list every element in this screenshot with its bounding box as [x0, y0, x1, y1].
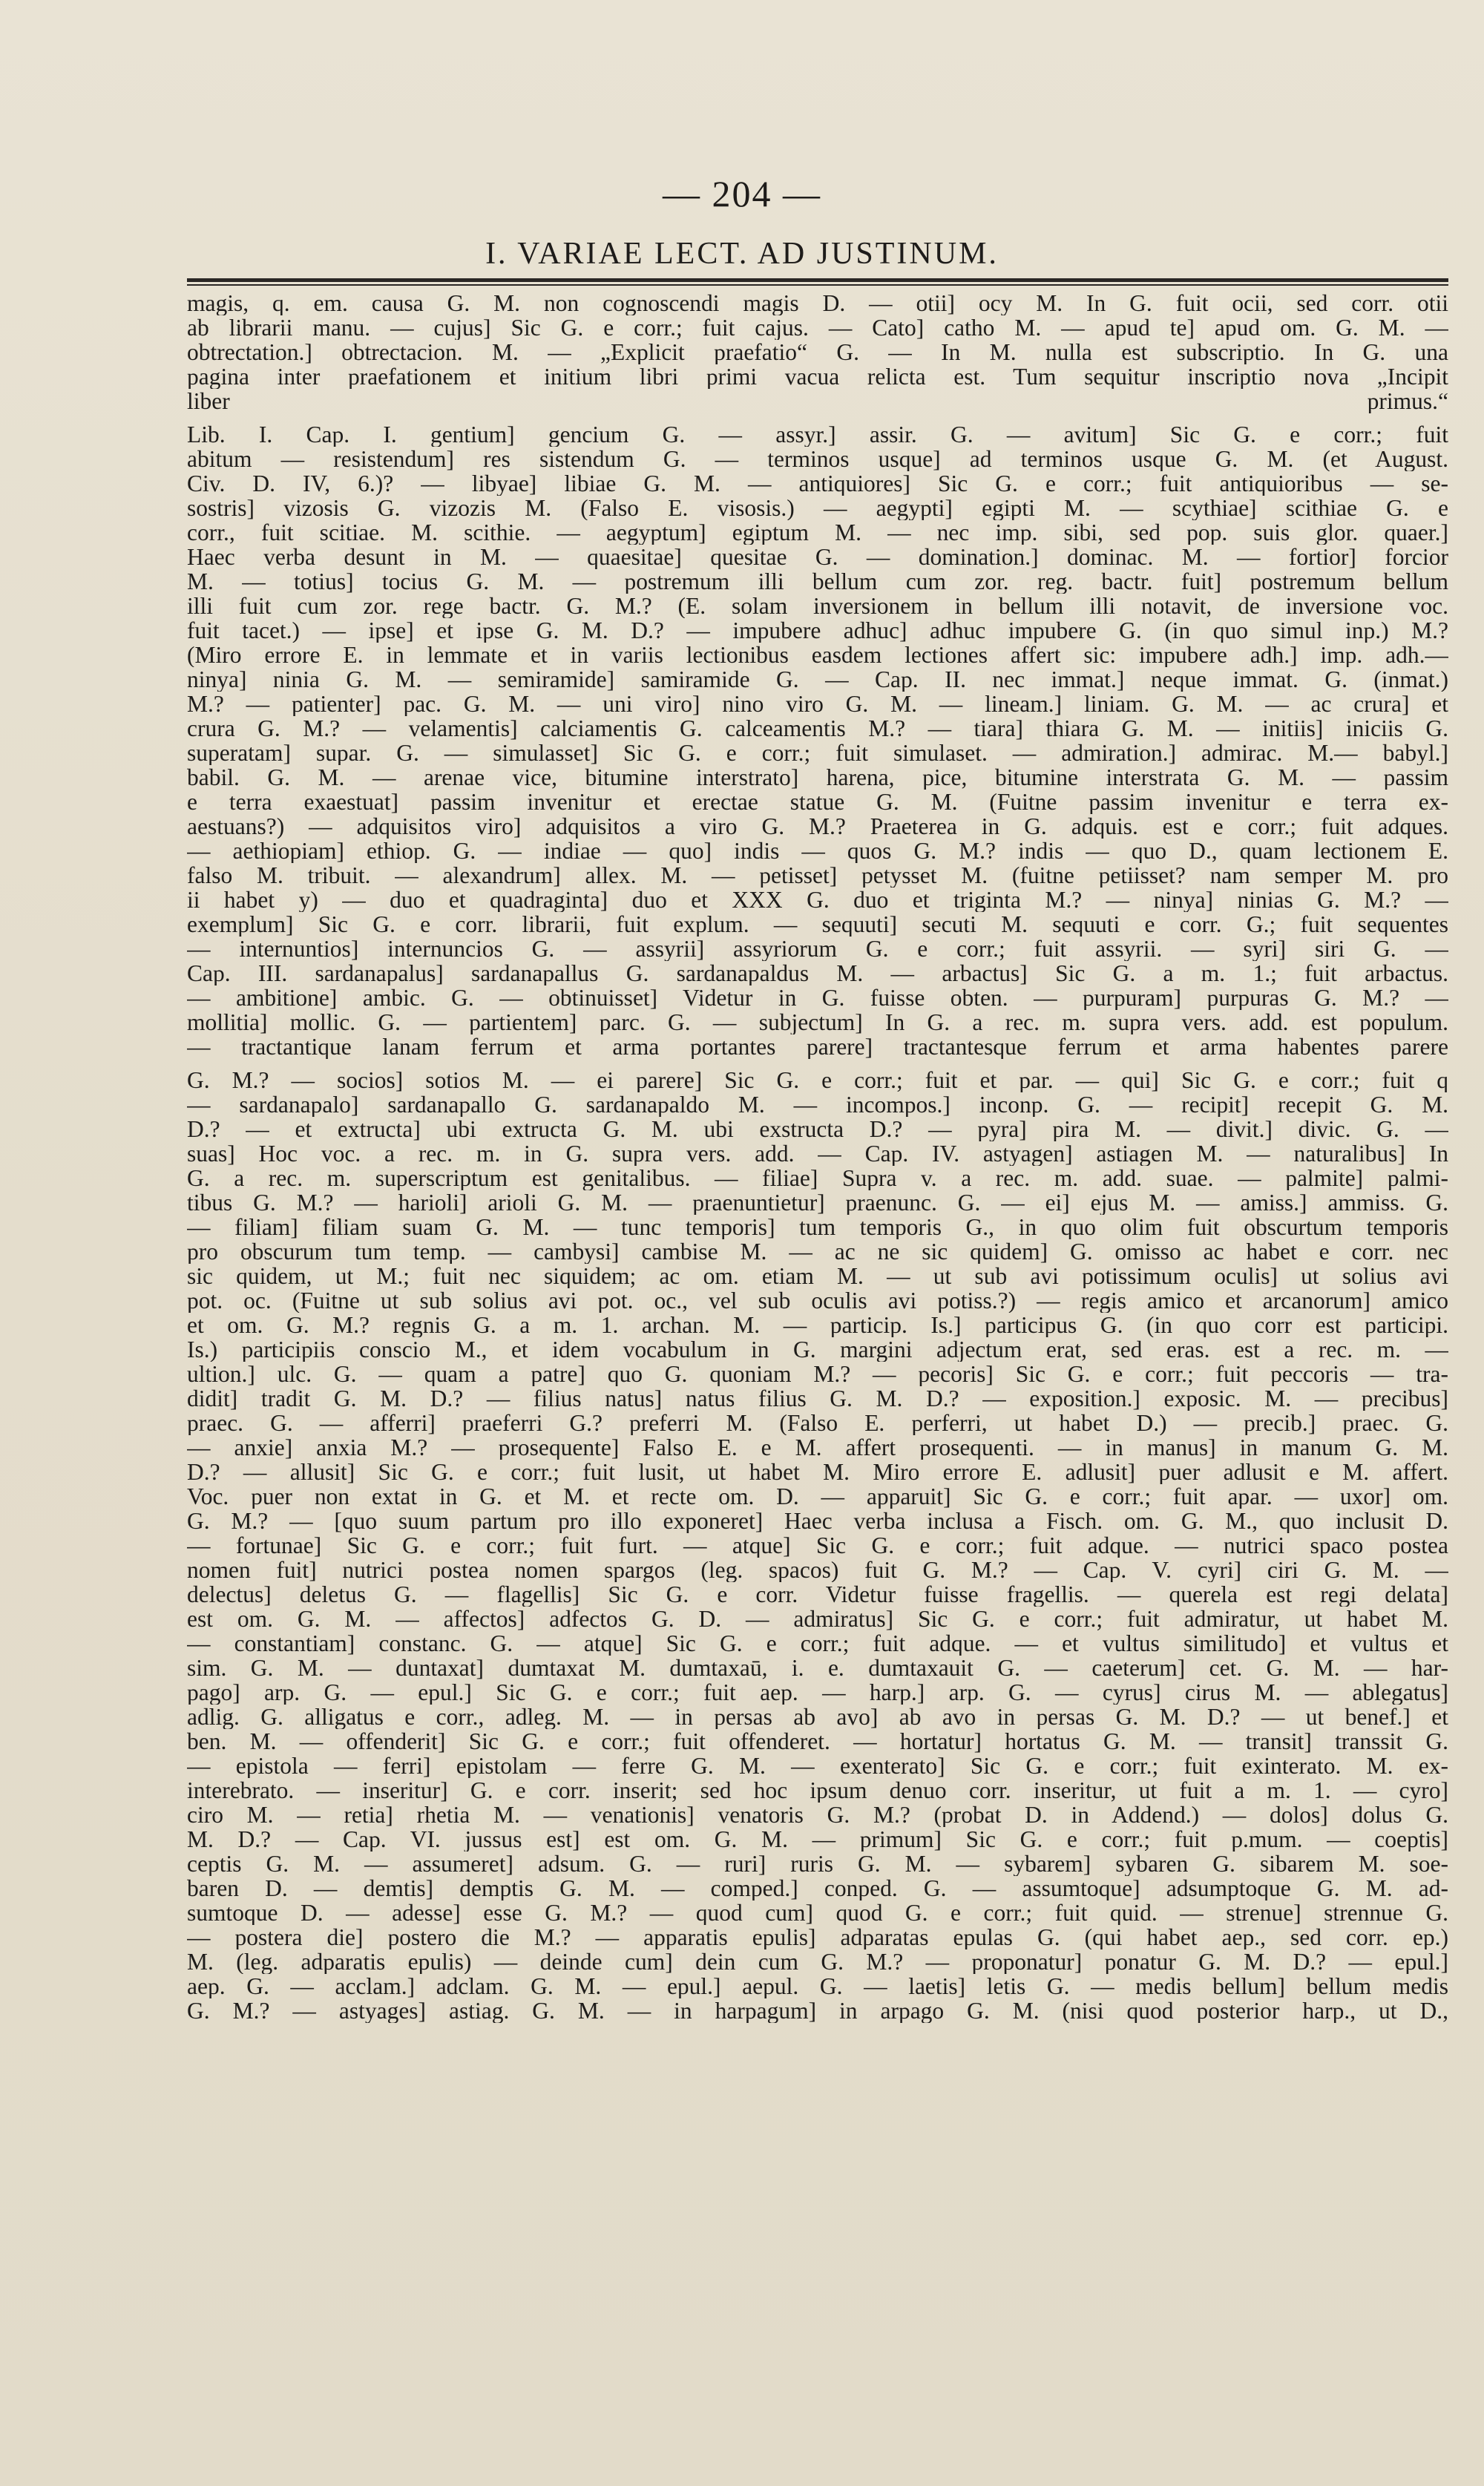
- text-line: adlig. G. alligatus e corr., adleg. M. — in persas ab avo] ab avo in persas G. M. D.? — ut benef.] et: [187, 1705, 1448, 1729]
- text-line: — epistola — ferri] epistolam — ferre G. M. — exenterato] Sic G. e corr.; fuit exinterato. M. ex-: [187, 1754, 1448, 1778]
- text-line: pago] arp. G. — epul.] Sic G. e corr.; fuit aep. — harp.] arp. G. — cyrus] cirus M. — ablegatus]: [187, 1680, 1448, 1705]
- text-line: Voc. puer non extat in G. et M. et recte om. D. — apparuit] Sic G. e corr.; fuit apar. — uxor] om.: [187, 1484, 1448, 1509]
- text-line: G. a rec. m. superscriptum est genitalibus. — filiae] Supra v. a rec. m. add. suae. — palmite] palmi-: [187, 1166, 1448, 1190]
- text-line: — tractantique lanam ferrum et arma portantes parere] tractantesque ferrum et arma habentes parere: [187, 1034, 1448, 1059]
- text-line: sim. G. M. — duntaxat] dumtaxat M. dumtaxaū, i. e. dumtaxauit G. — caeterum] cet. G. M. — har-: [187, 1656, 1448, 1680]
- text-line: liber primus.“: [187, 389, 1448, 413]
- text-line: — postera die] postero die M.? — apparatis epulis] adparatas epulas G. (qui habet aep., sed corr. ep.): [187, 1925, 1448, 1949]
- text-line: obtrectation.] obtrectacion. M. — „Explicit praefatio“ G. — In M. nulla est subscriptio. In G. una: [187, 340, 1448, 364]
- text-line: Civ. D. IV, 6.)? — libyae] libiae G. M. — antiquiores] Sic G. e corr.; fuit antiquioribus — se-: [187, 471, 1448, 496]
- text-line: suas] Hoc voc. a rec. m. in G. supra vers. add. — Cap. IV. astyagen] astiagen M. — naturalibus] In: [187, 1141, 1448, 1166]
- text-line: ab librarii manu. — cujus] Sic G. e corr.; fuit cajus. — Cato] catho M. — apud te] apud om. G. M. —: [187, 315, 1448, 340]
- text-line: corr., fuit scitiae. M. scithie. — aegyptum] egiptum M. — nec imp. sibi, sed pop. suis glor. quaer.]: [187, 520, 1448, 545]
- text-line: et om. G. M.? regnis G. a m. 1. archan. M. — particip. Is.] participus G. (in quo corr est participi.: [187, 1313, 1448, 1337]
- text-line: sumtoque D. — adesse] esse G. M.? — quod cum] quod G. e corr.; fuit quid. — strenue] strennue G.: [187, 1900, 1448, 1925]
- text-line: ciro M. — retia] rhetia M. — venationis] venatoris G. M.? (probat D. in Addend.) — dolos] dolus G.: [187, 1803, 1448, 1827]
- text-line: delectus] deletus G. — flagellis] Sic G. e corr. Videtur fuisse fragellis. — querela est regi delata]: [187, 1582, 1448, 1607]
- text-line: G. M.? — astyages] astiag. G. M. — in harpagum] in arpago G. M. (nisi quod posterior harp., ut D.,: [187, 1998, 1448, 2023]
- text-line: mollitia] mollic. G. — partientem] parc. G. — subjectum] In G. a rec. m. supra vers. add. est populum.: [187, 1010, 1448, 1034]
- text-line: exemplum] Sic G. e corr. librarii, fuit explum. — sequuti] secuti M. sequuti e corr. G.; fuit sequentes: [187, 912, 1448, 937]
- text-line: D.? — allusit] Sic G. e corr.; fuit lusit, ut habet M. Miro errore E. adlusit] puer adlusit e M. affert.: [187, 1460, 1448, 1484]
- text-line: M. — totius] tocius G. M. — postremum illi bellum cum zor. reg. bactr. fuit] postremum bellum: [187, 569, 1448, 594]
- text-line: ii habet y) — duo et quadraginta] duo et XXX G. duo et triginta M.? — ninya] ninias G. M.? —: [187, 888, 1448, 912]
- text-line: praec. G. — afferri] praeferri G.? preferri M. (Falso E. perferri, ut habet D.) — precib.] praec. G.: [187, 1411, 1448, 1435]
- text-line: aestuans?) — adquisitos viro] adquisitos a viro G. M.? Praeterea in G. adquis. est e corr.; fuit adques.: [187, 814, 1448, 839]
- text-line: (Miro errore E. in lemmate et in variis lectionibus easdem lectiones affert sic: impubere adh.] imp. adh.—: [187, 643, 1448, 667]
- text-line: didit] tradit G. M. D.? — filius natus] natus filius G. M. D.? — exposition.] exposic. M. — precibus]: [187, 1386, 1448, 1411]
- text-line: — ambitione] ambic. G. — obtinuisset] Videtur in G. fuisse obten. — purpuram] purpuras G. M.? —: [187, 985, 1448, 1010]
- text-line: abitum — resistendum] res sistendum G. — terminos usque] ad terminos usque G. M. (et August.: [187, 447, 1448, 471]
- header-rule-thick: [187, 278, 1448, 282]
- text-line: e terra exaestuat] passim invenitur et erectae statue G. M. (Fuitne passim invenitur e terra ex-: [187, 790, 1448, 814]
- text-line: tibus G. M.? — harioli] arioli G. M. — praenuntietur] praenunc. G. — ei] ejus M. — amiss.] ammiss. G.: [187, 1190, 1448, 1215]
- text-line: M. D.? — Cap. VI. jussus est] est om. G. M. — primum] Sic G. e corr.; fuit p.mum. — coeptis]: [187, 1827, 1448, 1852]
- text-line: — filiam] filiam suam G. M. — tunc temporis] tum temporis G., in quo olim fuit obscurtum temporis: [187, 1215, 1448, 1239]
- page-number: — 204 —: [663, 173, 821, 214]
- text-line: M.? — patienter] pac. G. M. — uni viro] nino viro G. M. — lineam.] liniam. G. M. — ac crura] et: [187, 692, 1448, 716]
- text-line: est om. G. M. — affectos] adfectos G. D. — admiratus] Sic G. e corr.; fuit admiratur, ut habet M.: [187, 1607, 1448, 1631]
- variant-readings-text: [187, 291, 1448, 2023]
- text-line: — constantiam] constanc. G. — atque] Sic G. e corr.; fuit adque. — et vultus similitudo] et vultus et: [187, 1631, 1448, 1656]
- text-line: aep. G. — acclam.] adclam. G. M. — epul.] aepul. G. — laetis] letis G. — medis bellum] bellum medis: [187, 1974, 1448, 1998]
- text-line: magis, q. em. causa G. M. non cognoscendi magis D. — otii] ocy M. In G. fuit ocii, sed corr. otii: [187, 291, 1448, 315]
- text-line: pro obscurum tum temp. — cambysi] cambise M. — ac ne sic quidem] G. omisso ac habet e corr. nec: [187, 1239, 1448, 1264]
- text-line: pagina inter praefationem et initium libri primi vacua relicta est. Tum sequitur inscriptio nova „Incipit: [187, 364, 1448, 389]
- text-line: ceptis G. M. — assumeret] adsum. G. — ruri] ruris G. M. — sybarem] sybaren G. sibarem M. soe-: [187, 1852, 1448, 1876]
- text-line: illi fuit cum zor. rege bactr. G. M.? (E. solam inversionem in bellum illi notavit, de inversione voc.: [187, 594, 1448, 618]
- text-line: pot. oc. (Fuitne ut sub solius avi pot. oc., vel sub oculis avi potiss.?) — regis amico et arcanorum] amico: [187, 1288, 1448, 1313]
- text-line: crura G. M.? — velamentis] calciamentis G. calceamentis M.? — tiara] thiara G. M. — initiis] iniciis G.: [187, 716, 1448, 741]
- text-line: superatam] supar. G. — simulasset] Sic G. e corr.; fuit simulaset. — admiration.] admirac. M.— babyl.]: [187, 741, 1448, 765]
- text-line: interebrato. — inseritur] G. e corr. inserit; sed hoc ipsum denuo corr. inseritur, ut fuit a m. 1. — cyro]: [187, 1778, 1448, 1803]
- text-line: G. M.? — socios] sotios M. — ei parere] Sic G. e corr.; fuit et par. — qui] Sic G. e corr.; fuit q: [187, 1068, 1448, 1092]
- header-rule-thin: [187, 284, 1448, 286]
- text-line: Haec verba desunt in M. — quaesitae] quesitae G. — domination.] dominac. M. — fortior] forcior: [187, 545, 1448, 569]
- text-line: — fortunae] Sic G. e corr.; fuit furt. — atque] Sic G. e corr.; fuit adque. — nutrici spaco postea: [187, 1533, 1448, 1558]
- text-line: fuit tacet.) — ipse] et ipse G. M. D.? — impubere adhuc] adhuc impubere G. (in quo simul inp.) M.?: [187, 618, 1448, 643]
- text-line: G. M.? — [quo suum partum pro illo exponeret] Haec verba inclusa a Fisch. om. G. M., quo inclusit D.: [187, 1509, 1448, 1533]
- text-line: falso M. tribuit. — alexandrum] allex. M. — petisset] petysset M. (fuitne petiisset? nam semper M. pro: [187, 863, 1448, 888]
- paragraph-gap: [187, 1059, 1448, 1068]
- text-line: baren D. — demtis] demptis G. M. — comped.] conped. G. — assumtoque] adsumptoque G. M. ad-: [187, 1876, 1448, 1900]
- text-line: Is.) participiis conscio M., et idem vocabulum in G. margini adjectum erat, sed eras. est a rec. m. —: [187, 1337, 1448, 1362]
- text-line: babil. G. M. — arenae vice, bitumine interstrato] harena, pice, bitumine interstrata G. M. — passim: [187, 765, 1448, 790]
- text-line: sostris] vizosis G. vizozis M. (Falso E. visosis.) — aegypti] egipti M. — scythiae] scithiae G. e: [187, 496, 1448, 520]
- text-line: ultion.] ulc. G. — quam a patre] quo G. quoniam M.? — pecoris] Sic G. e corr.; fuit peccoris — tra-: [187, 1362, 1448, 1386]
- text-line: Lib. I. Cap. I. gentium] gencium G. — assyr.] assir. G. — avitum] Sic G. e corr.; fuit: [187, 422, 1448, 447]
- running-head: I. VARIAE LECT. AD JUSTINUM.: [485, 237, 999, 271]
- text-line: ben. M. — offenderit] Sic G. e corr.; fuit offenderet. — hortatur] hortatus G. M. — transit] transsit G.: [187, 1729, 1448, 1754]
- text-line: — aethiopiam] ethiop. G. — indiae — quo] indis — quos G. M.? indis — quo D., quam lectionem E.: [187, 839, 1448, 863]
- text-line: nomen fuit] nutrici postea nomen spargos (leg. spacos) fuit G. M.? — Cap. V. cyri] ciri G. M. —: [187, 1558, 1448, 1582]
- paragraph-gap: [187, 413, 1448, 422]
- text-line: D.? — et extructa] ubi extructa G. M. ubi exstructa D.? — pyra] pira M. — divit.] divic. G. —: [187, 1117, 1448, 1141]
- text-line: — sardanapalo] sardanapallo G. sardanapaldo M. — incompos.] inconp. G. — recipit] recepit G. M.: [187, 1092, 1448, 1117]
- text-line: Cap. III. sardanapalus] sardanapallus G. sardanapaldus M. — arbactus] Sic G. a m. 1.; fuit arbactus.: [187, 961, 1448, 985]
- text-line: — internuntios] internuncios G. — assyrii] assyriorum G. e corr.; fuit assyrii. — syri] siri G. —: [187, 937, 1448, 961]
- text-line: ninya] ninia G. M. — semiramide] samiramide G. — Cap. II. nec immat.] neque immat. G. (inmat.): [187, 667, 1448, 692]
- text-line: M. (leg. adparatis epulis) — deinde cum] dein cum G. M.? — proponatur] ponatur G. M. D.? — epul.]: [187, 1949, 1448, 1974]
- text-line: sic quidem, ut M.; fuit nec siquidem; ac om. etiam M. — ut sub avi potissimum oculis] ut solius avi: [187, 1264, 1448, 1288]
- text-line: — anxie] anxia M.? — prosequente] Falso E. e M. affert prosequenti. — in manus] in manum G. M.: [187, 1435, 1448, 1460]
